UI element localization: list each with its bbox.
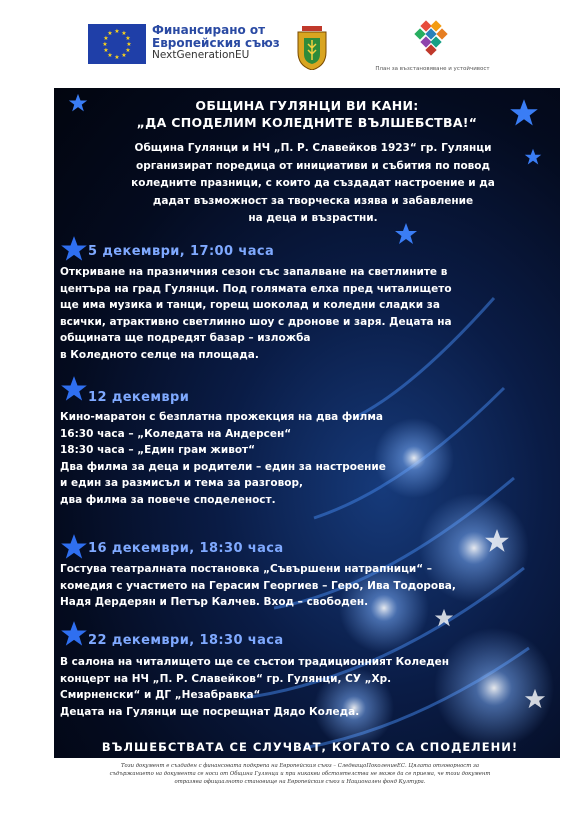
event-line: общината ще подредят базар – изложба [60,332,311,344]
intro-line: Община Гулянци и НЧ „П. Р. Славейков 1923“ гр. Гулянци [134,142,492,154]
event-line: центъра на град Гулянци. Под голямата елха пред читалището [60,282,452,295]
event-description-3 [60,561,556,611]
intro-line: дадат възможност за творческа изява и забавление [152,194,474,207]
eu-line-2: Европейския съюз [152,36,280,51]
event-line: 18:30 часа – „Един грам живот“ [60,444,256,456]
recovery-plan-logo-icon [406,20,456,64]
intro-line: коледните празници, с които да създадат настроение и да [131,177,495,189]
event-date-2: 12 декември [88,390,190,405]
svg-text:★: ★ [103,35,109,42]
disclaimer-line: Този документ е създаден с финансовата подкрепа на Европейския съюз – СледващоПоколениеЕС. Цялата отговорност за [120,763,479,769]
poster-title-line-2: „ДА СПОДЕЛИМ КОЛЕДНИТЕ ВЪЛШЕБСТВА!“ [136,115,478,130]
eu-disclaimer [90,762,510,786]
event-line: концерт на НЧ „П. Р. Славейков“ гр. Гулянци, СУ „Хр. [60,672,392,685]
star-icon [68,93,88,113]
star-icon [509,98,539,128]
event-line: Смирненски“ и ДГ „Незабравка“ [60,689,261,701]
svg-text:★: ★ [125,47,131,54]
header [0,0,581,88]
intro-line: на деца и възрастни. [248,212,378,224]
event-line: ще има музика и танци, горещ шоколад и коледни сладки за [60,299,440,311]
svg-text:★: ★ [114,54,120,61]
event-line: в Коледното селце на площада. [60,348,259,361]
star-icon [394,222,418,246]
star-icon [484,528,510,554]
event-description-2 [60,409,556,508]
star-icon [434,608,454,628]
poster [54,88,560,758]
closing-slogan: ВЪЛШЕБСТВАТА СЕ СЛУЧВАТ, КОГАТО СА СПОДЕЛЕНИ! [101,740,519,754]
eu-flag-icon [88,24,146,64]
intro-text [82,140,544,228]
recovery-plan-caption: План за възстановяване и устойчивост [375,66,490,72]
star-icon [524,148,542,166]
intro-line: организират поредица от инициативи и събития по повод [135,159,491,172]
star-icon [60,235,88,263]
poster-title-line-1: ОБЩИНА ГУЛЯНЦИ ВИ КАНИ: [195,98,419,113]
star-icon [524,688,546,710]
event-line: Децата на Гулянци ще посрещнат Дядо Коледа. [60,705,360,718]
municipality-crest-icon [296,26,328,70]
event-line: Надя Дердерян и Петър Калчев. Вход – свободен. [60,596,369,608]
event-line: 16:30 часа – „Коледата на Андерсен“ [60,427,292,440]
star-icon [60,533,88,561]
event-description-4 [60,654,556,720]
event-date-4: 22 декември, 18:30 часа [88,633,284,648]
eu-line-3: NextGenerationEU [152,49,250,62]
event-line: Кино-маратон с безплатна прожекция на два филма [60,411,384,423]
svg-text:★: ★ [121,30,127,37]
svg-text:★: ★ [107,30,113,37]
event-line: комедия с участието на Герасим Георгиев – Геро, Ива Тодорова, [60,579,456,592]
disclaimer-line: съдържанието на документа се носи от Община Гулянци и при никакви обстоятелства не може да се приема, че този документ [109,771,491,777]
event-line: Два филма за деца и родители – един за настроение [60,460,386,473]
star-icon [60,620,88,648]
svg-text:★: ★ [107,52,113,59]
event-date-1: 5 декември, 17:00 часа [88,244,275,259]
star-icon [60,375,88,403]
svg-text:★: ★ [126,41,132,48]
disclaimer-line: отразява официалното становище на Европейския съюз и Национален фонд Култура. [174,779,426,785]
eu-funding-label [152,24,280,62]
svg-text:★: ★ [102,41,108,48]
event-line: Гостува театралната постановка „Съвършени натрапници“ – [60,563,433,575]
eu-line-1: Финансирано от [152,23,266,37]
event-line: и един за размисъл и тема за разговор, [60,477,303,489]
event-date-3: 16 декември, 18:30 часа [88,541,284,556]
event-description-1 [60,264,556,363]
event-line: всички, атрактивно светлинно шоу с дронове и заря. Децата на [60,315,452,328]
svg-text:★: ★ [114,28,120,35]
event-line: Откриване на празничния сезон със запалване на светлините в [60,266,448,278]
svg-text:★: ★ [125,35,131,42]
event-line: два филма за повече споделеност. [60,493,276,506]
svg-text:★: ★ [121,52,127,59]
svg-text:★: ★ [103,47,109,54]
event-line: В салона на читалището ще се състои традиционният Коледен [60,656,450,668]
